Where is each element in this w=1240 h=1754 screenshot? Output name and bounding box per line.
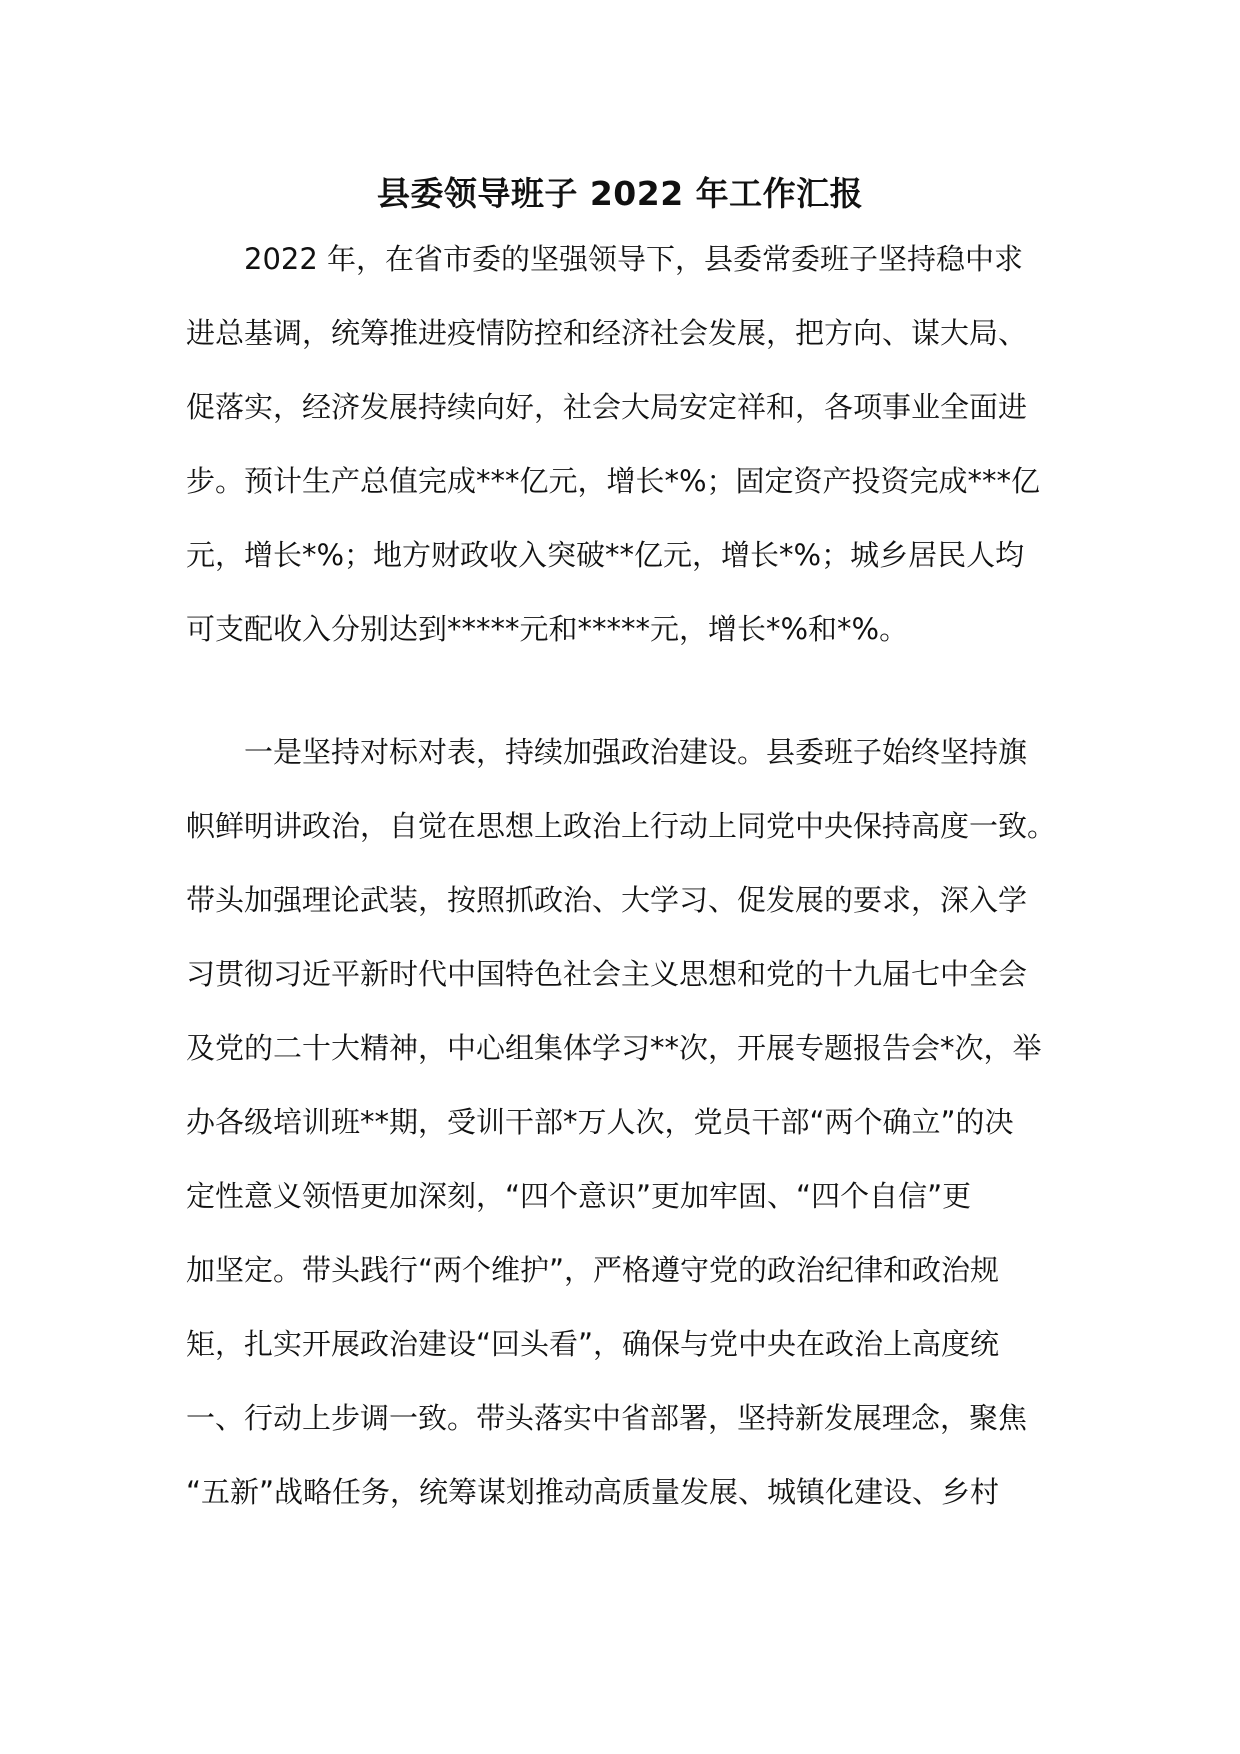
paragraph-line: 带头加强理论武装，按照抓政治、大学习、促发展的要求，深入学 xyxy=(186,883,1028,917)
paragraph-line: 促落实，经济发展持续向好，社会大局安定祥和，各项事业全面进 xyxy=(186,390,1028,424)
document-title: 县委领导班子 2022 年工作汇报 xyxy=(376,174,864,213)
paragraph-2 xyxy=(186,715,1066,1529)
paragraph-line: 帜鲜明讲政治，自觉在思想上政治上行动上同党中央保持高度一致。 xyxy=(186,809,1057,843)
paragraph-line: 元，增长*%；地方财政收入突破**亿元，增长*%；城乡居民人均 xyxy=(186,538,1025,572)
paragraph-line: 一是坚持对标对表，持续加强政治建设。县委班子始终坚持旗 xyxy=(244,735,1028,769)
paragraph-line: 定性意义领悟更加深刻，“四个意识”更加牢固、“四个自信”更 xyxy=(186,1179,972,1213)
paragraph-line: 加坚定。带头践行“两个维护”，严格遵守党的政治纪律和政治规 xyxy=(186,1253,1000,1287)
paragraph-line: 办各级培训班**期，受训干部*万人次，党员干部“两个确立”的决 xyxy=(186,1105,1014,1139)
paragraph-line: 步。预计生产总值完成***亿元，增长*%；固定资产投资完成***亿 xyxy=(186,464,1041,498)
paragraph-line: 进总基调，统筹推进疫情防控和经济社会发展，把方向、谋大局、 xyxy=(186,316,1028,350)
paragraph-line: 2022 年，在省市委的坚强领导下，县委常委班子坚持稳中求 xyxy=(244,242,1024,276)
paragraph-line: 可支配收入分别达到*****元和*****元，增长*%和*%。 xyxy=(186,612,909,646)
paragraph-1 xyxy=(186,222,1066,666)
paragraph-line: 一、行动上步调一致。带头落实中省部署，坚持新发展理念，聚焦 xyxy=(186,1401,1028,1435)
paragraph-line: 及党的二十大精神，中心组集体学习**次，开展专题报告会*次，举 xyxy=(186,1031,1042,1065)
paragraph-line: “五新”战略任务，统筹谋划推动高质量发展、城镇化建设、乡村 xyxy=(186,1475,1000,1509)
paragraph-line: 矩，扎实开展政治建设“回头看”，确保与党中央在政治上高度统 xyxy=(186,1327,1000,1361)
paragraph-line: 习贯彻习近平新时代中国特色社会主义思想和党的十九届七中全会 xyxy=(186,957,1028,991)
